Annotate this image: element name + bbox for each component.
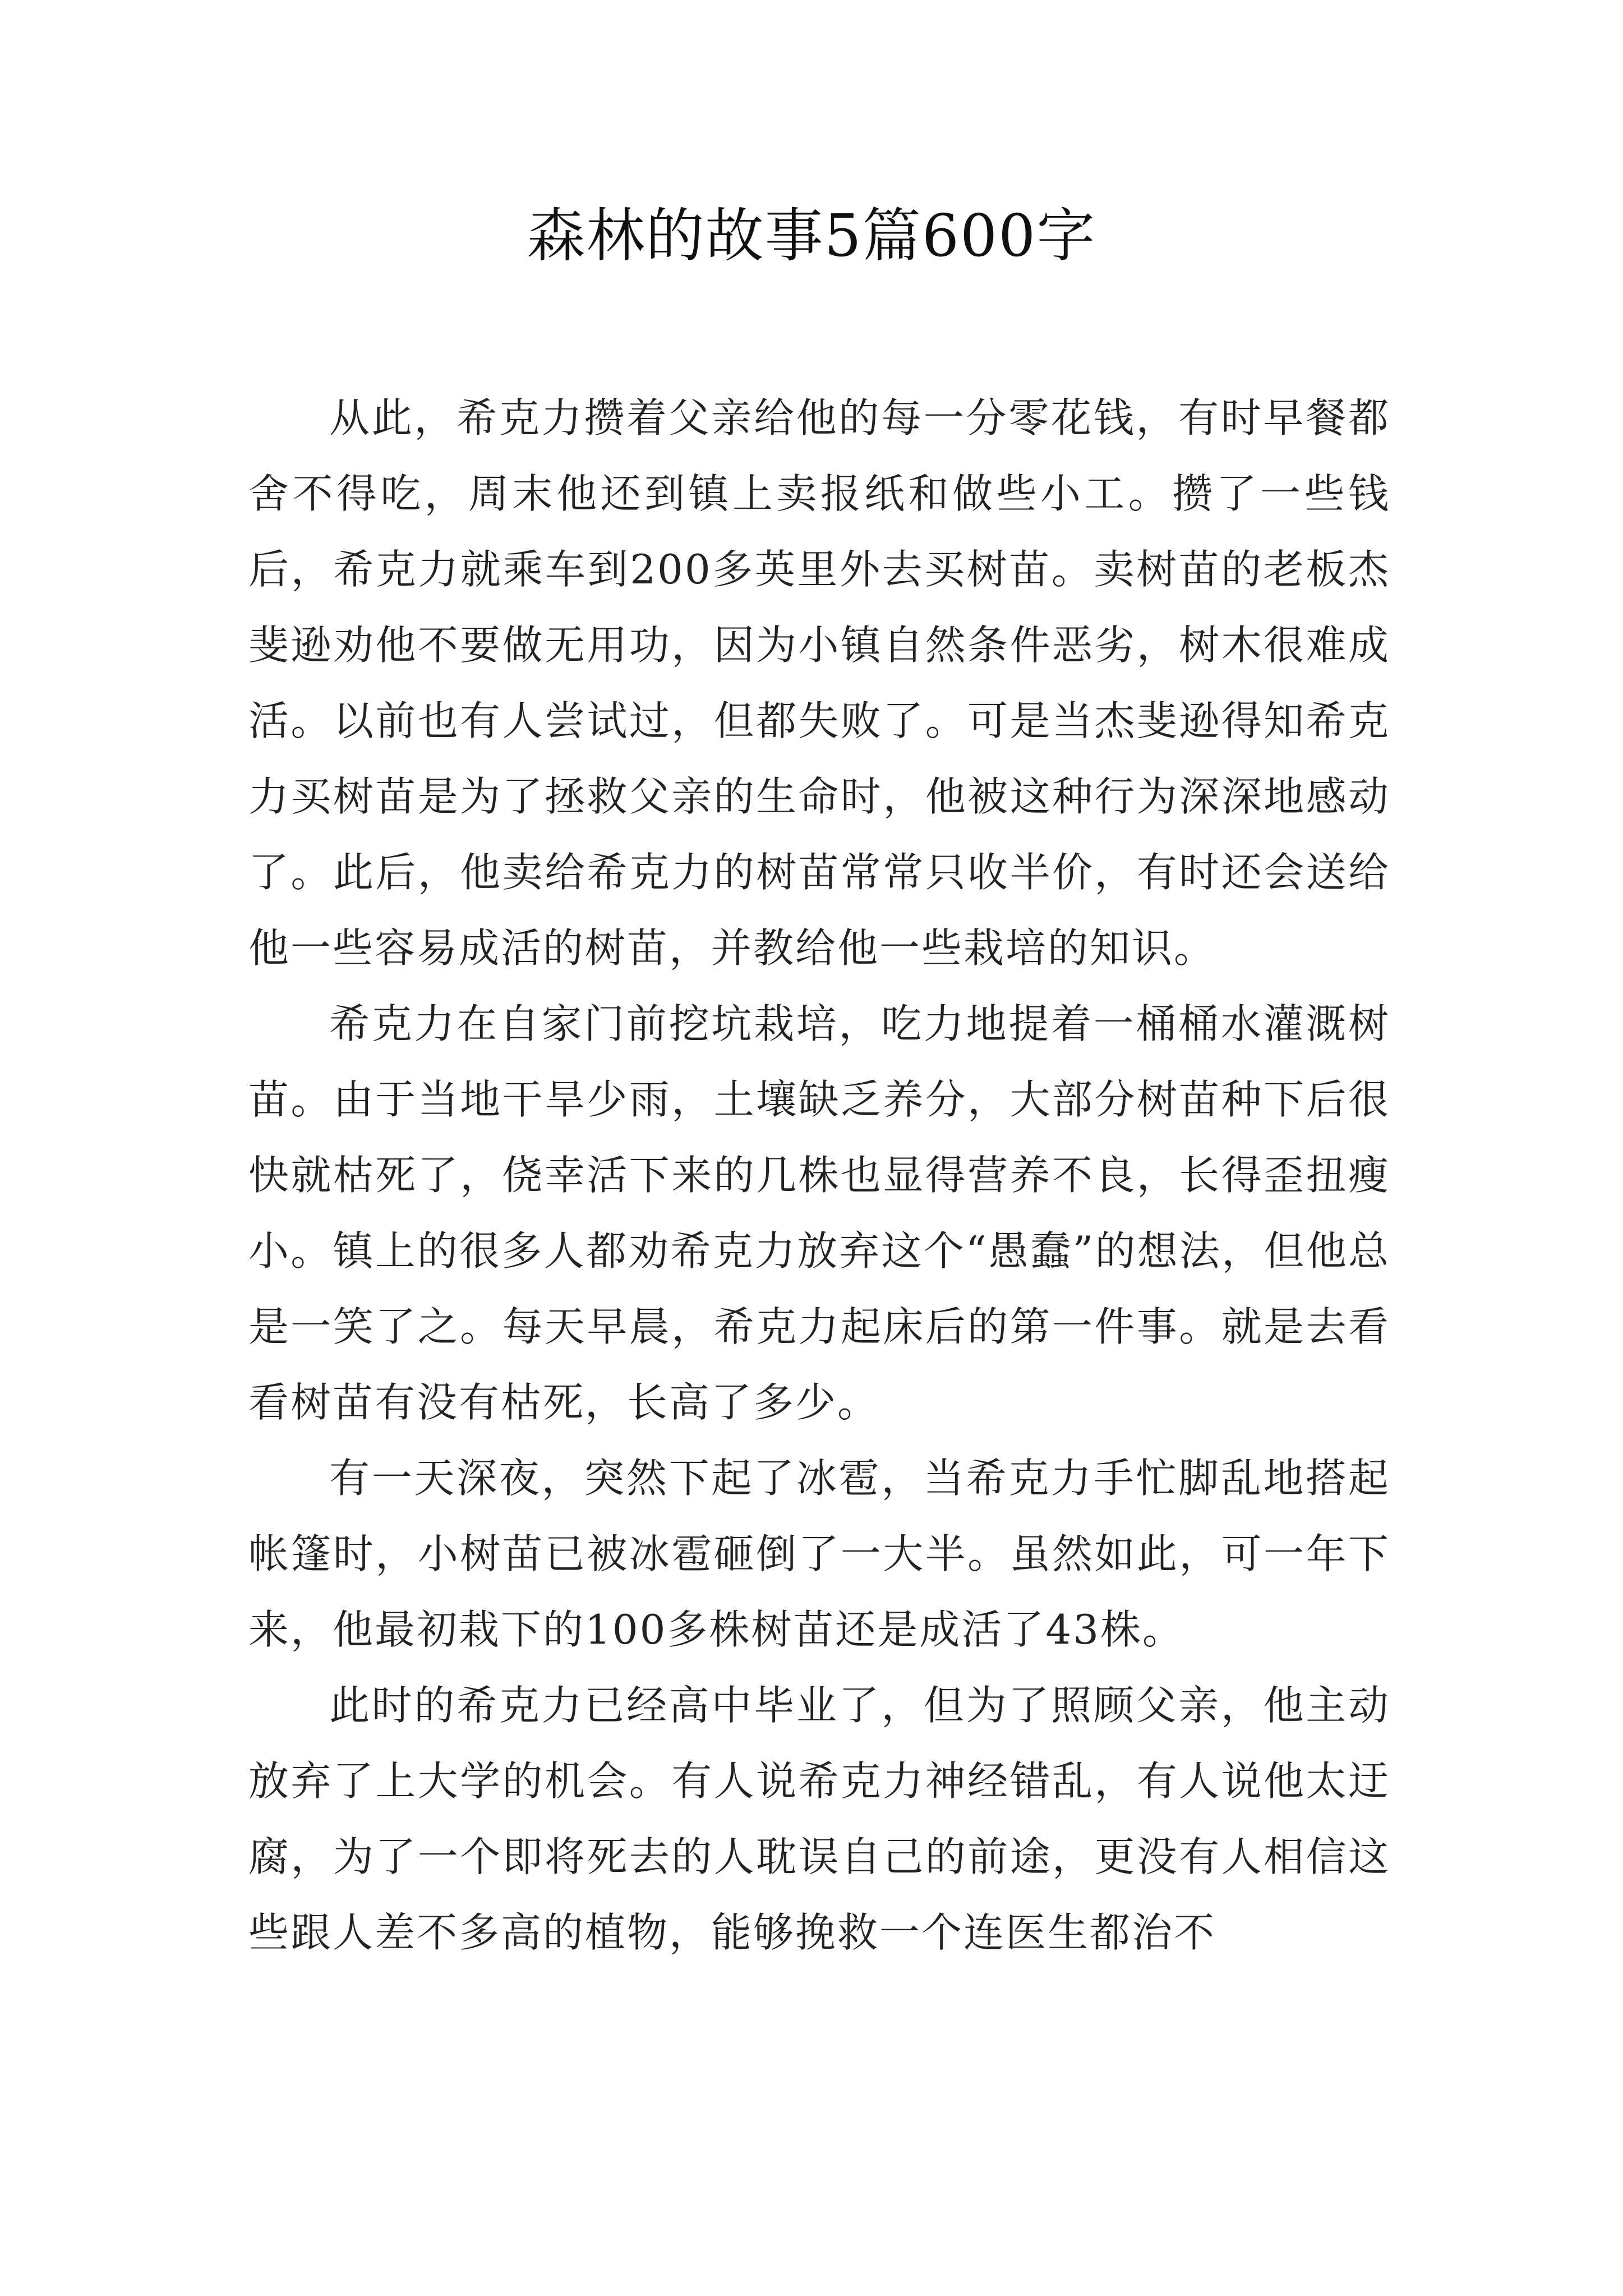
paragraph-3: 有一天深夜，突然下起了冰雹，当希克力手忙脚乱地搭起帐篷时，小树苗已被冰雹砸倒了一大半。虽然如此，可一年下来，他最初栽下的100多株树苗还是成活了43株。 xyxy=(248,1455,1390,1653)
paragraph-4: 此时的希克力已经高中毕业了，但为了照顾父亲，他主动放弃了上大学的机会。有人说希克力神经错乱，有人说他太迂腐，为了一个即将死去的人耽误自己的前途，更没有人相信这些跟人差不多高的植物，能够挽救一个连医生都治不 xyxy=(248,1682,1390,1956)
document-body xyxy=(248,380,1390,1971)
page-title: 森林的故事5篇600字 xyxy=(527,201,1096,270)
paragraph-2: 希克力在自家门前挖坑栽培，吃力地提着一桶桶水灌溉树苗。由于当地干旱少雨，土壤缺乏养分，大部分树苗种下后很快就枯死了，侥幸活下来的几株也显得营养不良，长得歪扭瘦小。镇上的很多人都劝希克力放弃这个“愚蠢”的想法，但他总是一笑了之。每天早晨，希克力起床后的第一件事。就是去看看树苗有没有枯死，长高了多少。 xyxy=(248,1000,1390,1426)
paragraph-1: 从此，希克力攒着父亲给他的每一分零花钱，有时早餐都舍不得吃，周末他还到镇上卖报纸和做些小工。攒了一些钱后，希克力就乘车到200多英里外去买树苗。卖树苗的老板杰斐逊劝他不要做无用功，因为小镇自然条件恶劣，树木很难成活。以前也有人尝试过，但都失败了。可是当杰斐逊得知希克力买树苗是为了拯救父亲的生命时，他被这种行为深深地感动了。此后，他卖给希克力的树苗常常只收半价，有时还会送给他一些容易成活的树苗，并教给他一些栽培的知识。 xyxy=(248,394,1390,972)
